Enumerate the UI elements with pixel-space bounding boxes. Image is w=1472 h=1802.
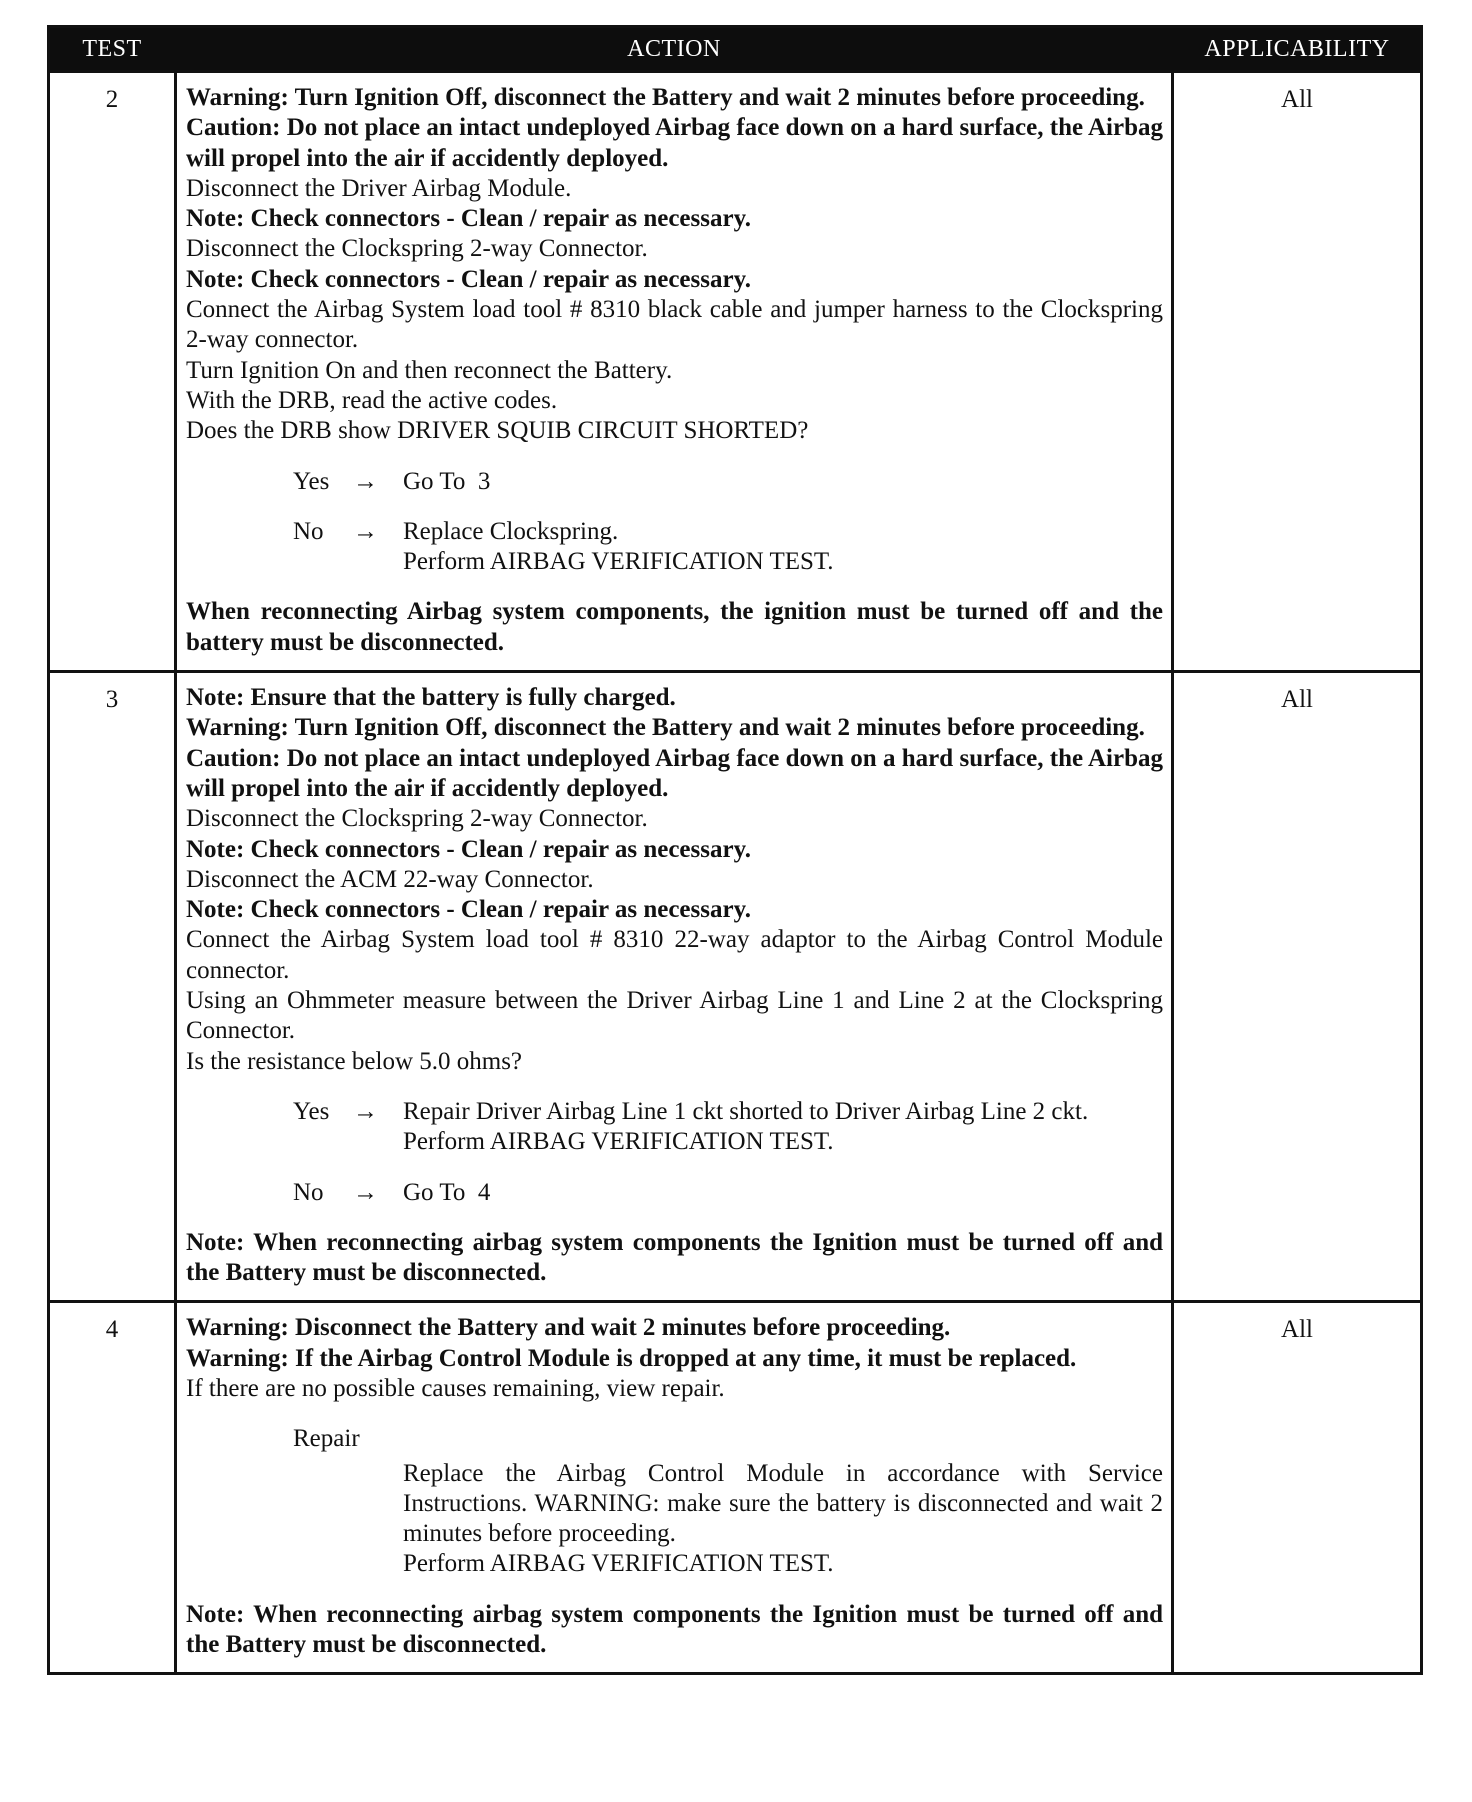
table-row [50, 70, 1420, 670]
answer-text [403, 1097, 1163, 1158]
step-text: If there are no possible causes remaining, view repair. [186, 1374, 725, 1402]
arrow-icon: → [353, 1097, 378, 1125]
note-text: Note: Ensure that the battery is fully charged. [186, 684, 676, 712]
warning-text: Warning: Turn Ignition Off, disconnect the Battery and wait 2 minutes before proceeding. [186, 84, 1145, 111]
arrow-icon: → [353, 467, 378, 495]
test-number: 3 [105, 686, 119, 714]
repair-text: Replace the Airbag Control Module in accordance with Service Instructions. WARNING: make sure the battery is disconnected and wait 2 minutes before proceeding. [403, 1459, 1163, 1548]
note-text: Note: Check connectors - Clean / repair as necessary. [186, 265, 751, 293]
answer-no [293, 517, 1163, 578]
question-text: Is the resistance below 5.0 ohms? [186, 1047, 523, 1075]
test-number: 4 [105, 1316, 119, 1344]
caution-text: Caution: Do not place an intact undeployed Airbag face down on a hard surface, the Airbag will propel into the air if accidently deployed. [186, 114, 1163, 172]
closing-note: Note: When reconnecting airbag system components the Ignition must be turned off and the Battery must be disconnected. [186, 1228, 1163, 1287]
applicability-value: All [1281, 686, 1313, 714]
note-text: Note: Check connectors - Clean / repair as necessary. [186, 205, 751, 233]
warning-text: Warning: If the Airbag Control Module is dropped at any time, it must be replaced. [186, 1344, 1077, 1372]
arrow-icon: → [353, 517, 378, 545]
answer-yes [293, 467, 1163, 497]
header-applicability: APPLICABILITY [1204, 35, 1390, 62]
answer-line: Perform AIRBAG VERIFICATION TEST. [403, 1128, 834, 1156]
answer-line: Perform AIRBAG VERIFICATION TEST. [403, 548, 834, 576]
step-text: Connect the Airbag System load tool # 8310 22-way adaptor to the Airbag Control Module connector. [186, 926, 1163, 984]
test-number: 2 [105, 86, 119, 113]
closing-note: When reconnecting Airbag system components, the ignition must be turned off and the battery must be disconnected. [186, 598, 1163, 656]
action-cell [174, 73, 1174, 670]
repair-instructions [403, 1459, 1163, 1580]
header-test: TEST [82, 35, 142, 62]
warning-text: Warning: Disconnect the Battery and wait 2 minutes before proceeding. [186, 1314, 951, 1342]
applicability-value: All [1281, 1316, 1313, 1344]
answer-key: Yes [293, 1097, 330, 1125]
table-header [50, 28, 1420, 70]
step-text: Connect the Airbag System load tool # 8310 black cable and jumper harness to the Clockspring 2-way connector. [186, 296, 1163, 354]
answer-text: Go To 4 [403, 1178, 491, 1206]
repair-text: Perform AIRBAG VERIFICATION TEST. [403, 1550, 834, 1578]
answer-no [293, 1178, 1163, 1208]
step-text: Disconnect the Clockspring 2-way Connector. [186, 235, 648, 263]
table-row [50, 670, 1420, 1300]
answer-key: No [293, 517, 324, 545]
answer-line: Repair Driver Airbag Line 1 ckt shorted to Driver Airbag Line 2 ckt. [403, 1097, 1089, 1125]
step-text: With the DRB, read the active codes. [186, 386, 558, 414]
answer-text [403, 517, 1163, 578]
answer-yes [293, 1097, 1163, 1158]
header-action: ACTION [627, 35, 721, 62]
note-text: Note: Check connectors - Clean / repair as necessary. [186, 896, 751, 924]
step-text: Disconnect the Driver Airbag Module. [186, 174, 572, 202]
applicability-value: All [1281, 86, 1313, 113]
table-row [50, 1300, 1420, 1672]
caution-text: Caution: Do not place an intact undeployed Airbag face down on a hard surface, the Airbag will propel into the air if accidently deployed. [186, 744, 1163, 802]
warning-text: Warning: Turn Ignition Off, disconnect the Battery and wait 2 minutes before proceeding. [186, 714, 1145, 742]
repair-label: Repair [293, 1425, 360, 1453]
closing-note: Note: When reconnecting airbag system components the Ignition must be turned off and the Battery must be disconnected. [186, 1600, 1163, 1659]
arrow-icon: → [353, 1178, 378, 1206]
step-text: Turn Ignition On and then reconnect the Battery. [186, 356, 673, 384]
step-text: Disconnect the ACM 22-way Connector. [186, 865, 594, 893]
answer-line: Replace Clockspring. [403, 517, 619, 545]
answer-text: Go To 3 [403, 467, 491, 495]
action-cell [174, 1303, 1174, 1672]
question-text: Does the DRB show DRIVER SQUIB CIRCUIT SHORTED? [186, 417, 809, 445]
step-text: Disconnect the Clockspring 2-way Connector. [186, 805, 648, 833]
action-cell [174, 673, 1174, 1300]
answer-key: No [293, 1178, 324, 1206]
diagnostic-table [47, 25, 1423, 1675]
answer-key: Yes [293, 467, 330, 495]
step-text: Using an Ohmmeter measure between the Driver Airbag Line 1 and Line 2 at the Clockspring Connector. [186, 987, 1163, 1045]
note-text: Note: Check connectors - Clean / repair as necessary. [186, 835, 751, 863]
